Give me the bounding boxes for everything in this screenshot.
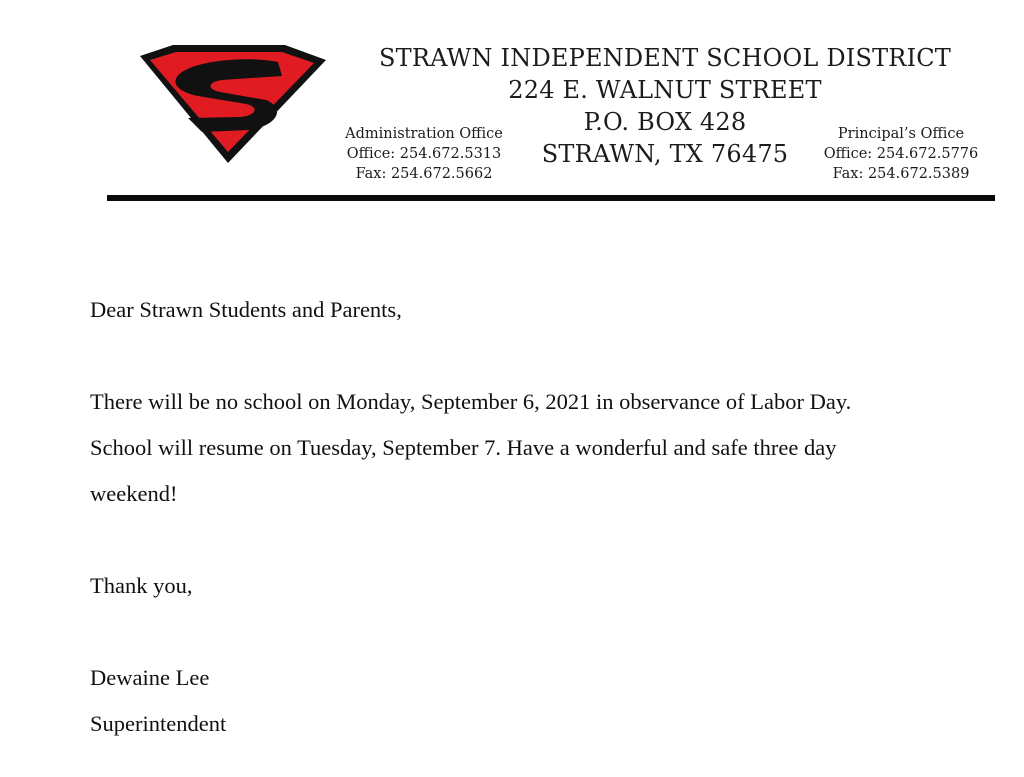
admin-office-phone: Office: 254.672.5313 [346,146,502,162]
city-state-zip: STRAWN, TX 76475 [541,140,789,168]
po-box: P.O. BOX 428 [583,108,747,136]
principal-office-phone: Office: 254.672.5776 [823,146,979,162]
principal-office-block [818,124,984,184]
letterhead-divider [107,195,995,201]
letter-body-line: School will resume on Tuesday, September 7. Have a wonderful and safe three day [90,435,837,460]
letter-body-line: There will be no school on Monday, September 6, 2021 in observance of Labor Day. [90,389,852,414]
signer-title: Superintendent [90,711,227,736]
street-address: 224 E. WALNUT STREET [508,76,822,104]
principal-office-title: Principal’s Office [837,126,965,142]
signer-name: Dewaine Lee [90,665,210,690]
letter-closing: Thank you, [90,573,193,598]
principal-office-fax: Fax: 254.672.5389 [832,166,970,182]
admin-office-title: Administration Office [345,126,503,142]
admin-office-fax: Fax: 254.672.5662 [355,166,493,182]
district-name: STRAWN INDEPENDENT SCHOOL DISTRICT [378,44,952,72]
admin-office-block [334,124,514,184]
letter-greeting: Dear Strawn Students and Parents, [90,297,402,322]
letter-body-line: weekend! [90,481,178,506]
letter-body [90,287,990,747]
superman-shield-logo [128,42,330,166]
